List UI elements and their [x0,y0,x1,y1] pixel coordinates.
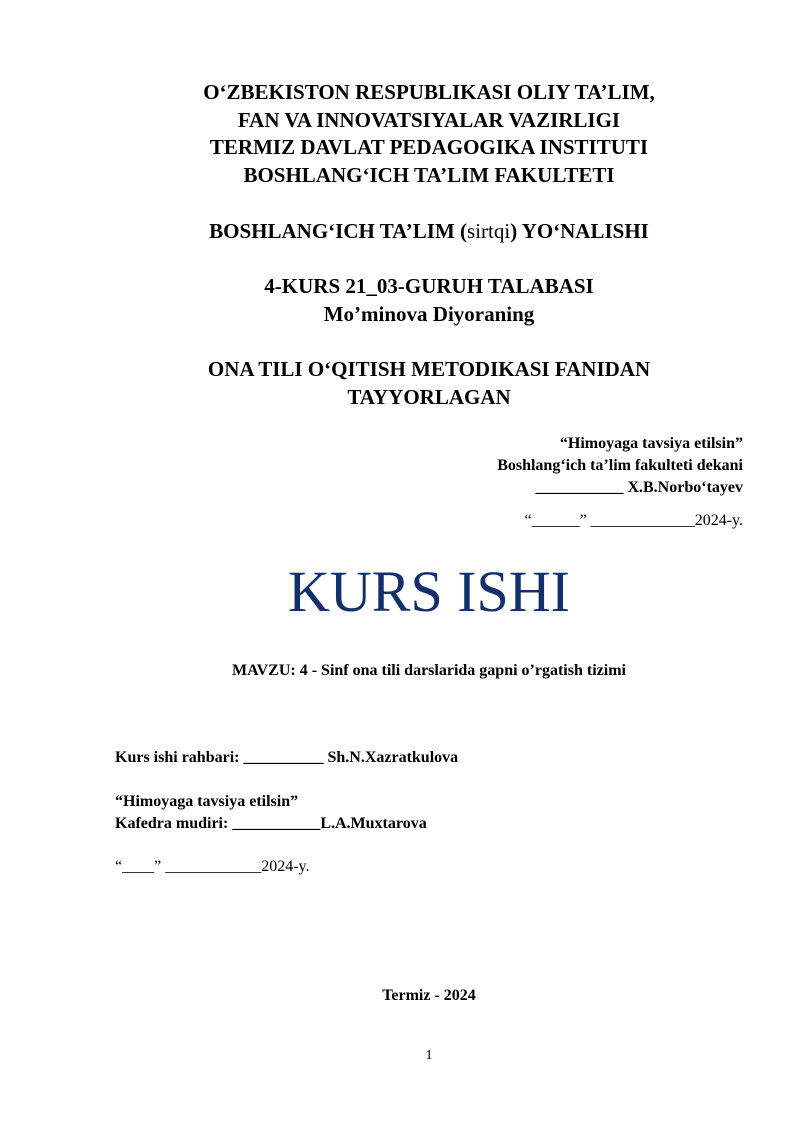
chair-signature-line: Kafedra mudiri: ___________L.A.Muxtarova [115,815,427,832]
subject-line-2: TAYYORLAGAN [347,385,511,409]
chair-approval-heading: “Himoyaga tavsiya etilsin” [115,793,299,810]
chair-date-line: “____” ____________2024-y. [115,858,310,875]
dean-title: Boshlang‘ich ta’lim fakulteti dekani [497,457,743,474]
ministry-line-1: O‘ZBEKISTON RESPUBLIKASI OLIY TA’LIM, [203,80,655,104]
topic-line: MAVZU: 4 - Sinf ona tili darslarida gapni o’rgatish tizimi [232,662,626,679]
dean-approval-heading: “Himoyaga tavsiya etilsin” [559,435,743,452]
study-direction-post: ) YO‘NALISHI [510,219,649,243]
document-title: KURS ISHI [288,559,570,624]
supervisor-line: Kurs ishi rahbari: __________ Sh.N.Xazratkulova [115,749,459,766]
study-direction-pre: BOSHLANG‘ICH TA’LIM ( [209,219,468,243]
ministry-line-2: FAN VA INNOVATSIYALAR VAZIRLIGI [237,108,621,132]
dean-signature-line: ___________ X.B.Norbo‘tayev [535,479,743,496]
study-direction [0,217,800,245]
place-year: Termiz - 2024 [382,987,476,1004]
dean-date-line: “______” _____________2024-y. [524,512,743,529]
study-direction-mode: sirtqi [467,219,511,243]
faculty-name: BOSHLANG‘ICH TA’LIM FAKULTETI [243,163,615,187]
institute-name: TERMIZ DAVLAT PEDAGOGIKA INSTITUTI [209,135,649,159]
student-group: 4-KURS 21_03-GURUH TALABASI [264,274,594,298]
student-name: Mo’minova Diyoraning [323,302,535,326]
page-number: 1 [425,1048,433,1063]
subject-line-1: ONA TILI O‘QITISH METODIKASI FANIDAN [207,357,651,381]
